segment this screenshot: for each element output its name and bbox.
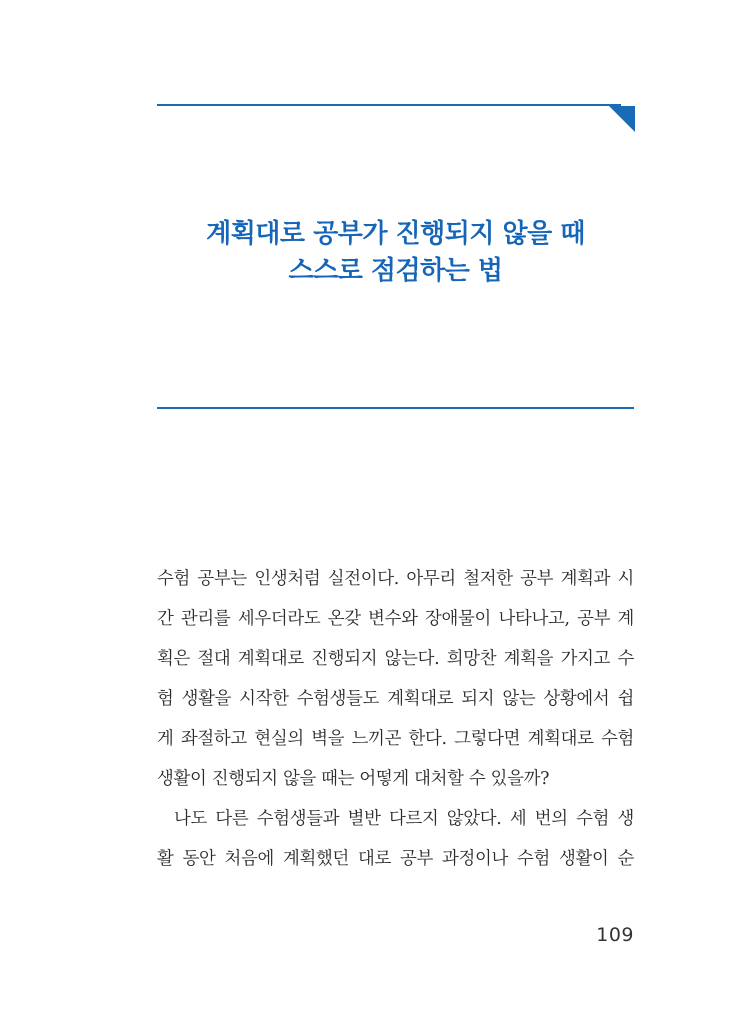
body-line: 게 좌절하고 현실의 벽을 느끼곤 한다. 그렇다면 계획대로 수험: [157, 729, 634, 749]
body-line: 획은 절대 계획대로 진행되지 않는다. 희망찬 계획을 가지고 수: [157, 649, 634, 669]
body-line: 활 동안 처음에 계획했던 대로 공부 과정이나 수험 생활이 순: [157, 849, 634, 869]
top-rule: [157, 104, 619, 106]
chapter-title: [157, 216, 634, 290]
corner-triangle-ornament: [609, 106, 635, 132]
body-text: [157, 559, 634, 879]
body-line: 간 관리를 세우더라도 온갖 변수와 장애물이 나타나고, 공부 계: [157, 609, 634, 629]
body-line: 생활이 진행되지 않을 때는 어떻게 대처할 수 있을까?: [157, 769, 550, 789]
body-line: 나도 다른 수험생들과 별반 다르지 않았다. 세 번의 수험 생: [174, 809, 634, 829]
chapter-title-line-2: 스스로 점검하는 법: [288, 256, 503, 286]
body-line: 험 생활을 시작한 수험생들도 계획대로 되지 않는 상황에서 쉽: [157, 689, 634, 709]
title-bottom-rule: [157, 407, 634, 409]
chapter-title-line-1: 계획대로 공부가 진행되지 않을 때: [206, 219, 585, 249]
body-line: 수험 공부는 인생처럼 실전이다. 아무리 철저한 공부 계획과 시: [157, 569, 634, 589]
page-number: 109: [596, 924, 634, 946]
